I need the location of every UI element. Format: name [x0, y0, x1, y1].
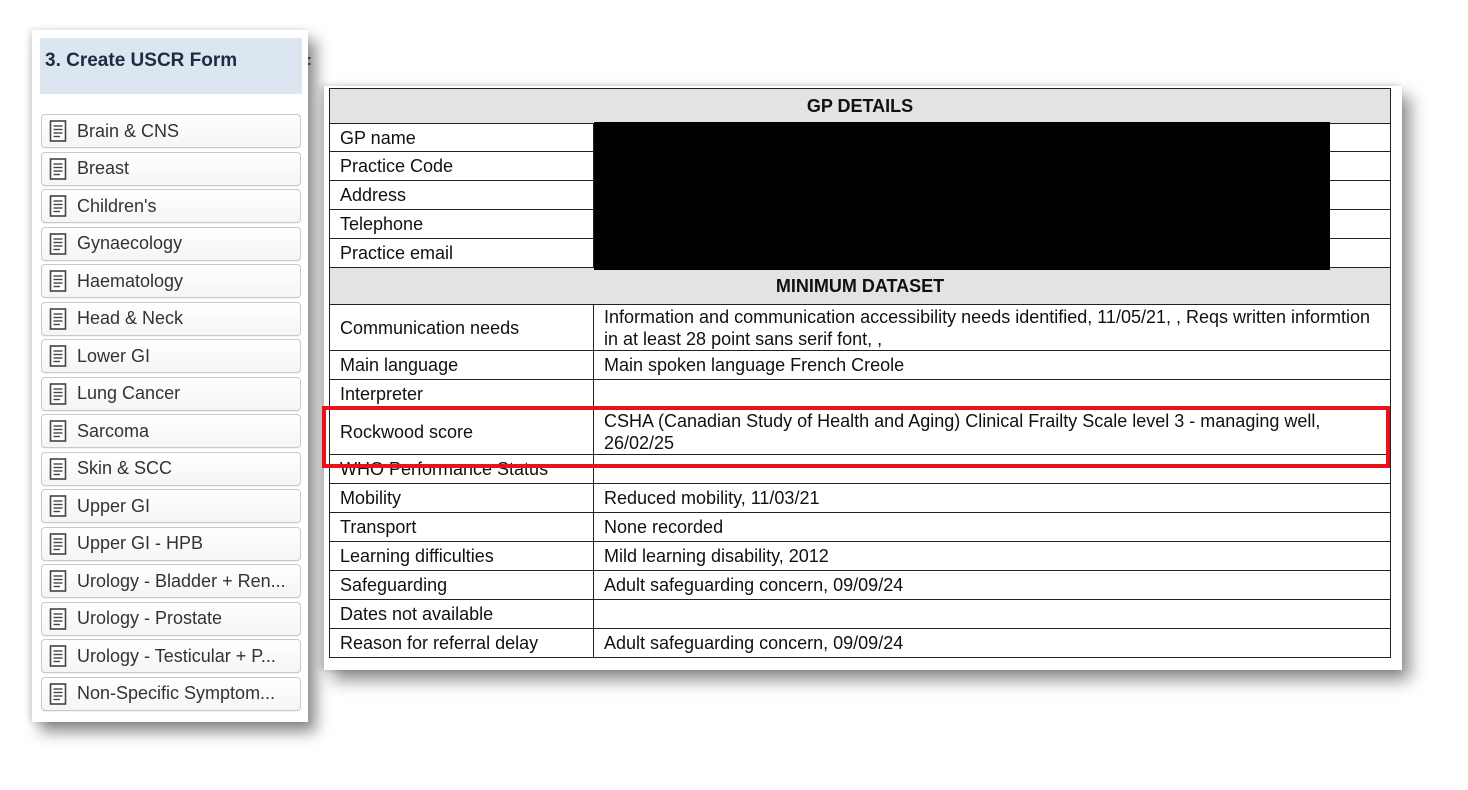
field-value: None recorded — [594, 513, 1391, 542]
form-type-label: Children's — [77, 195, 157, 216]
form-type-label: Urology - Bladder + Ren... — [77, 570, 286, 591]
form-type-button[interactable] — [41, 452, 301, 486]
form-type-label: Non-Specific Symptom... — [77, 683, 276, 703]
field-value: Adult safeguarding concern, 09/09/24 — [594, 629, 1391, 658]
form-type-button[interactable] — [41, 639, 301, 673]
form-type-button[interactable] — [41, 339, 301, 373]
field-label: Learning difficulties — [330, 542, 594, 571]
field-label: GP name — [330, 124, 594, 152]
form-type-button[interactable] — [41, 227, 301, 261]
table-row — [330, 484, 1391, 513]
form-type-label: Upper GI - HPB — [77, 533, 204, 553]
field-label: Transport — [330, 513, 594, 542]
field-label: Address — [330, 181, 594, 210]
table-row — [330, 380, 1391, 409]
form-type-list — [41, 114, 301, 714]
form-type-label: Brain & CNS — [77, 120, 180, 141]
panel-title: 3. Create USCR Form — [45, 50, 238, 71]
field-label: Main language — [330, 351, 594, 380]
field-label: Rockwood score — [330, 409, 594, 455]
form-type-button[interactable] — [41, 414, 301, 448]
field-label: Practice email — [330, 239, 594, 268]
field-label: Telephone — [330, 210, 594, 239]
table-row — [330, 542, 1391, 571]
field-label: Communication needs — [330, 305, 594, 351]
form-type-label: Haematology — [77, 270, 184, 291]
form-type-button[interactable] — [41, 602, 301, 636]
table-row — [330, 629, 1391, 658]
section-heading-row — [330, 268, 1391, 305]
document-icon — [48, 569, 68, 593]
document-icon — [48, 344, 68, 368]
document-icon — [48, 644, 68, 668]
field-label: Reason for referral delay — [330, 629, 594, 658]
document-icon — [48, 419, 68, 443]
field-label: Safeguarding — [330, 571, 594, 600]
form-type-label: Skin & SCC — [77, 458, 173, 478]
document-icon — [48, 232, 68, 256]
redaction-block — [594, 122, 1330, 270]
form-type-label: Upper GI — [77, 495, 151, 516]
document-icon — [48, 157, 68, 181]
form-type-button[interactable] — [41, 152, 301, 186]
section-heading: GP DETAILS — [330, 89, 1391, 124]
field-value: Reduced mobility, 11/03/21 — [594, 484, 1391, 513]
field-value: Mild learning disability, 2012 — [594, 542, 1391, 571]
table-row — [330, 600, 1391, 629]
create-uscr-form-panel — [32, 30, 312, 722]
field-value — [594, 380, 1391, 409]
form-type-button[interactable] — [41, 527, 301, 561]
document-icon — [48, 307, 68, 331]
panel-header — [40, 38, 312, 94]
form-type-button[interactable] — [41, 564, 301, 598]
document-icon — [48, 194, 68, 218]
form-type-button[interactable] — [41, 264, 301, 298]
field-value: Main spoken language French Creole — [594, 351, 1391, 380]
form-type-button[interactable] — [41, 114, 301, 148]
form-type-label: Urology - Testicular + P... — [77, 645, 276, 666]
field-value: Information and communication accessibility needs identified, 11/05/21, , Reqs written informtion in at least 28 point sans serif font, , — [594, 305, 1391, 351]
document-icon — [48, 382, 68, 406]
document-icon — [48, 607, 68, 631]
form-type-label: Head & Neck — [77, 308, 184, 328]
field-label: Practice Code — [330, 152, 594, 181]
document-icon — [48, 457, 68, 481]
section-heading: MINIMUM DATASET — [330, 268, 1391, 305]
form-type-button[interactable] — [41, 377, 301, 411]
field-label: WHO Performance Status — [330, 455, 594, 484]
form-type-label: Urology - Prostate — [77, 608, 223, 628]
form-type-button[interactable] — [41, 302, 301, 336]
document-icon — [48, 269, 68, 293]
form-type-label: Gynaecology — [77, 233, 183, 253]
form-type-button[interactable] — [41, 677, 301, 711]
field-value: CSHA (Canadian Study of Health and Aging) Clinical Frailty Scale level 3 - managing well, 26/02/25 — [594, 409, 1391, 455]
table-row — [330, 513, 1391, 542]
form-type-label: Breast — [77, 158, 130, 178]
rockwood-score-highlight — [322, 406, 1390, 468]
table-row — [330, 571, 1391, 600]
form-type-label: Lung Cancer — [77, 383, 181, 403]
document-icon — [48, 682, 68, 706]
field-value: Adult safeguarding concern, 09/09/24 — [594, 571, 1391, 600]
field-label: Dates not available — [330, 600, 594, 629]
section-heading-row — [330, 89, 1391, 124]
field-value — [594, 600, 1391, 629]
table-row — [330, 351, 1391, 380]
table-row — [330, 305, 1391, 351]
document-icon — [48, 494, 68, 518]
field-label: Interpreter — [330, 380, 594, 409]
form-type-label: Lower GI — [77, 345, 151, 366]
form-type-button[interactable] — [41, 189, 301, 223]
panel-overflow-glyph: : — [306, 52, 312, 69]
form-type-button[interactable] — [41, 489, 301, 523]
field-label: Mobility — [330, 484, 594, 513]
document-icon — [48, 119, 68, 143]
form-type-label: Sarcoma — [77, 420, 150, 441]
document-icon — [48, 532, 68, 556]
